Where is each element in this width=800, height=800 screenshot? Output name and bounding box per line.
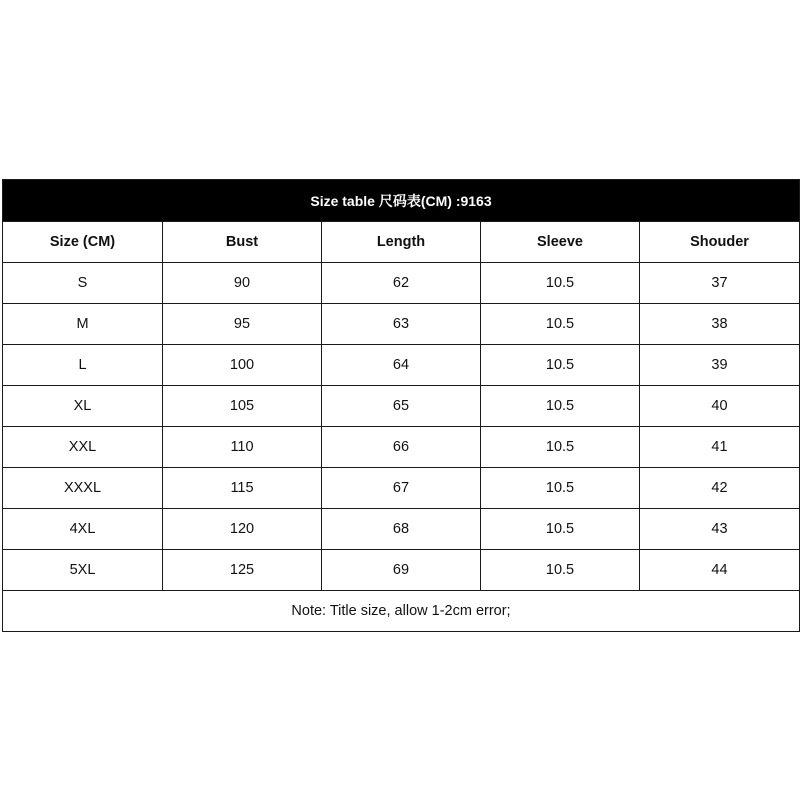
cell-length: 66 [322, 427, 481, 468]
table-row [3, 386, 800, 427]
header-row [3, 222, 800, 263]
table-title: Size table 尺码表(CM) :9163 [3, 180, 800, 222]
cell-size: M [3, 304, 163, 345]
column-header-length: Length [322, 222, 481, 263]
cell-shoulder: 43 [640, 509, 800, 550]
cell-bust: 100 [163, 345, 322, 386]
cell-shoulder: 37 [640, 263, 800, 304]
cell-bust: 120 [163, 509, 322, 550]
cell-bust: 125 [163, 550, 322, 591]
column-header-size: Size (CM) [3, 222, 163, 263]
cell-sleeve: 10.5 [481, 509, 640, 550]
column-header-bust: Bust [163, 222, 322, 263]
cell-shoulder: 38 [640, 304, 800, 345]
cell-size: XXL [3, 427, 163, 468]
cell-size: 4XL [3, 509, 163, 550]
cell-sleeve: 10.5 [481, 468, 640, 509]
cell-length: 65 [322, 386, 481, 427]
cell-shoulder: 42 [640, 468, 800, 509]
cell-shoulder: 39 [640, 345, 800, 386]
table-row [3, 263, 800, 304]
table-note: Note: Title size, allow 1-2cm error; [3, 591, 800, 632]
cell-sleeve: 10.5 [481, 386, 640, 427]
cell-shoulder: 44 [640, 550, 800, 591]
cell-length: 68 [322, 509, 481, 550]
size-table [2, 179, 800, 632]
column-header-shoulder: Shouder [640, 222, 800, 263]
cell-size: S [3, 263, 163, 304]
table-row [3, 304, 800, 345]
table-row [3, 509, 800, 550]
table-row [3, 345, 800, 386]
cell-length: 69 [322, 550, 481, 591]
cell-bust: 115 [163, 468, 322, 509]
cell-size: XXXL [3, 468, 163, 509]
cell-bust: 95 [163, 304, 322, 345]
cell-length: 62 [322, 263, 481, 304]
table-row [3, 550, 800, 591]
cell-sleeve: 10.5 [481, 263, 640, 304]
cell-sleeve: 10.5 [481, 345, 640, 386]
column-header-sleeve: Sleeve [481, 222, 640, 263]
cell-length: 67 [322, 468, 481, 509]
cell-bust: 110 [163, 427, 322, 468]
note-row [3, 591, 800, 632]
cell-sleeve: 10.5 [481, 427, 640, 468]
cell-sleeve: 10.5 [481, 550, 640, 591]
cell-size: L [3, 345, 163, 386]
cell-length: 64 [322, 345, 481, 386]
cell-length: 63 [322, 304, 481, 345]
cell-shoulder: 41 [640, 427, 800, 468]
cell-shoulder: 40 [640, 386, 800, 427]
cell-size: 5XL [3, 550, 163, 591]
cell-size: XL [3, 386, 163, 427]
table-row [3, 427, 800, 468]
title-row [3, 180, 800, 222]
cell-sleeve: 10.5 [481, 304, 640, 345]
table-row [3, 468, 800, 509]
cell-bust: 105 [163, 386, 322, 427]
cell-bust: 90 [163, 263, 322, 304]
